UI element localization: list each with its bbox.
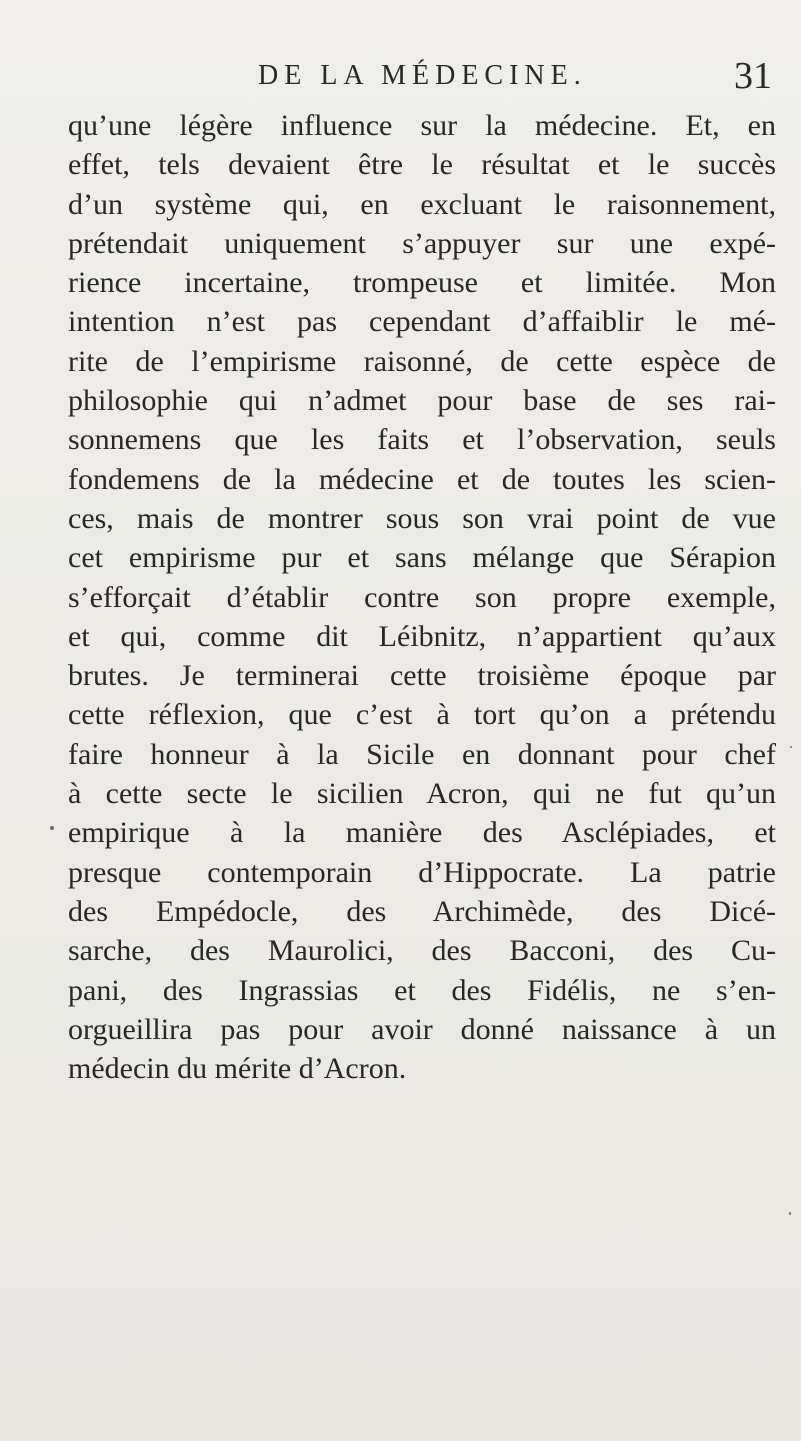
ink-speck — [789, 1212, 791, 1215]
text-line: cet empirisme pur et sans mélange que Sérapion — [68, 541, 776, 575]
text-line: rite de l’empirisme raisonné, de cette espèce de — [68, 344, 776, 378]
running-title: DE LA MÉDECINE. — [258, 60, 587, 91]
text-line: brutes. Je terminerai cette troisième époque par — [68, 659, 776, 693]
ink-speck — [790, 746, 792, 748]
text-line: sarche, des Maurolici, des Bacconi, des Cu- — [68, 934, 776, 968]
text-line: empirique à la manière des Asclépiades, et — [68, 816, 776, 850]
text-line: et qui, comme dit Léibnitz, n’appartient qu’aux — [68, 619, 776, 653]
text-line: effet, tels devaient être le résultat et le succès — [68, 148, 776, 182]
text-line: presque contemporain d’Hippocrate. La patrie — [68, 855, 776, 889]
text-line: s’efforçait d’établir contre son propre exemple, — [68, 580, 776, 614]
text-line: philosophie qui n’admet pour base de ses rai- — [68, 384, 776, 418]
text-line: sonnemens que les faits et l’observation, seuls — [68, 423, 776, 457]
ink-speck — [50, 826, 54, 830]
text-line: prétendait uniquement s’appuyer sur une expé- — [68, 226, 776, 260]
body-text — [68, 106, 776, 1088]
text-line: d’un système qui, en excluant le raisonnement, — [68, 187, 776, 221]
text-line: des Empédocle, des Archimède, des Dicé- — [68, 894, 776, 928]
text-line: intention n’est pas cependant d’affaiblir le mé- — [68, 305, 776, 339]
text-line: pani, des Ingrassias et des Fidélis, ne s’en- — [68, 973, 776, 1007]
running-head — [68, 55, 774, 102]
text-line: à cette secte le sicilien Acron, qui ne fut qu’un — [68, 777, 776, 811]
text-line-last: médecin du mérite d’Acron. — [68, 1052, 407, 1086]
text-line: faire honneur à la Sicile en donnant pour chef — [68, 737, 776, 771]
text-line: rience incertaine, trompeuse et limitée. Mon — [68, 266, 776, 300]
page-number: 31 — [734, 55, 772, 97]
text-line: qu’une légère influence sur la médecine. Et, en — [68, 109, 776, 142]
text-line: ces, mais de montrer sous son vrai point de vue — [68, 501, 776, 535]
text-line: orgueillira pas pour avoir donné naissance à un — [68, 1012, 776, 1046]
text-line: fondemens de la médecine et de toutes les scien- — [68, 462, 776, 496]
text-line: cette réflexion, que c’est à tort qu’on a prétendu — [68, 698, 776, 732]
